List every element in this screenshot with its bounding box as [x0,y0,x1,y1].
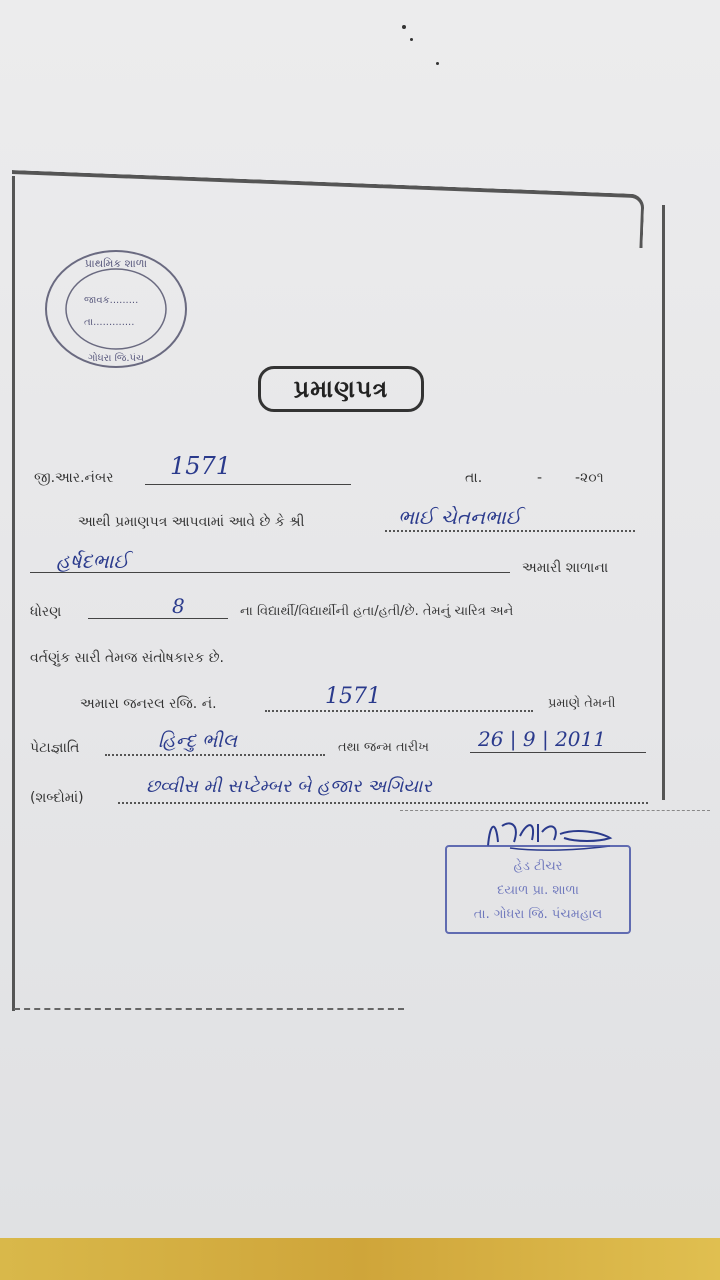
caste-dots [105,754,325,756]
student-name: ભાઈ ચેતનભાઈ [398,505,522,529]
in-words-value: છવ્વીસ મી સપ્ટેમ્બર બે હજાર અગિયાર [146,776,432,797]
school-suffix: અમારી શાળાના [522,560,609,576]
frame-left [12,176,15,1011]
date-year: -૨૦૧ [575,470,604,486]
register-value: 1571 [325,684,381,709]
standard-suffix: ના વિદ્યાર્થી/વિદ્યાર્થીની હતા/હતી/છે. તેમનું ચારિત્ર અને [240,604,514,619]
in-words-dots [118,802,648,804]
gr-number-label: જી.આર.નંબર [34,470,114,486]
frame-bottom-right [400,810,710,811]
table-surface [0,1238,720,1280]
certificate-title: પ્રમાણપત્ર [258,366,424,412]
certify-label: આથી પ્રમાણપત્ર આપવામાં આવે છે કે શ્રી [78,514,305,530]
dob-label: તથા જન્મ તારીખ [338,740,429,755]
seal-line-1: જાવક......... [84,295,139,306]
speck [402,25,406,29]
speck [436,62,439,65]
seal-bottom-text: ગોધરા જિ.પંચ [88,353,144,364]
caste-label: પેટાજ્ઞાતિ [30,740,80,756]
headteacher-stamp [445,845,631,934]
in-words-label: (શબ્દોમાં) [30,790,84,806]
date-dash: - [537,470,543,486]
conduct-line: વર્તણુંક સારી તેમજ સંતોષકારક છે. [30,650,224,666]
caste-value: હિન્દુ ભીલ [158,730,237,752]
father-name: હર્ષદભાઈ [56,549,129,573]
student-name-dots [385,530,635,532]
standard-underline [88,618,228,619]
register-suffix: પ્રમાણે તેમની [548,696,616,711]
standard-value: 8 [172,594,185,618]
stamp-line-3: તા. ગોધરા જિ. પંચમહાલ [473,907,603,922]
frame-bottom [14,1008,404,1010]
dob-value: 26 | 9 | 2011 [478,727,606,751]
seal-top-text: પ્રાથમિક શાળા [84,257,148,270]
seal-line-2: તા............. [84,317,135,328]
gr-number-underline [145,484,351,485]
register-label: અમારા જનરલ રજિ. નં. [80,696,217,712]
frame-right [662,205,665,800]
father-name-underline [30,572,510,573]
speck [410,38,413,41]
school-seal [42,245,190,373]
date-label: તા. [465,470,483,486]
stamp-line-2: દયાળ પ્રા. શાળા [497,883,579,898]
stamp-line-1: હેડ ટીચર [513,859,563,874]
gr-number-value: 1571 [170,452,232,480]
register-dots [265,710,533,712]
dob-underline [470,752,646,753]
standard-label: ધોરણ [30,604,62,620]
